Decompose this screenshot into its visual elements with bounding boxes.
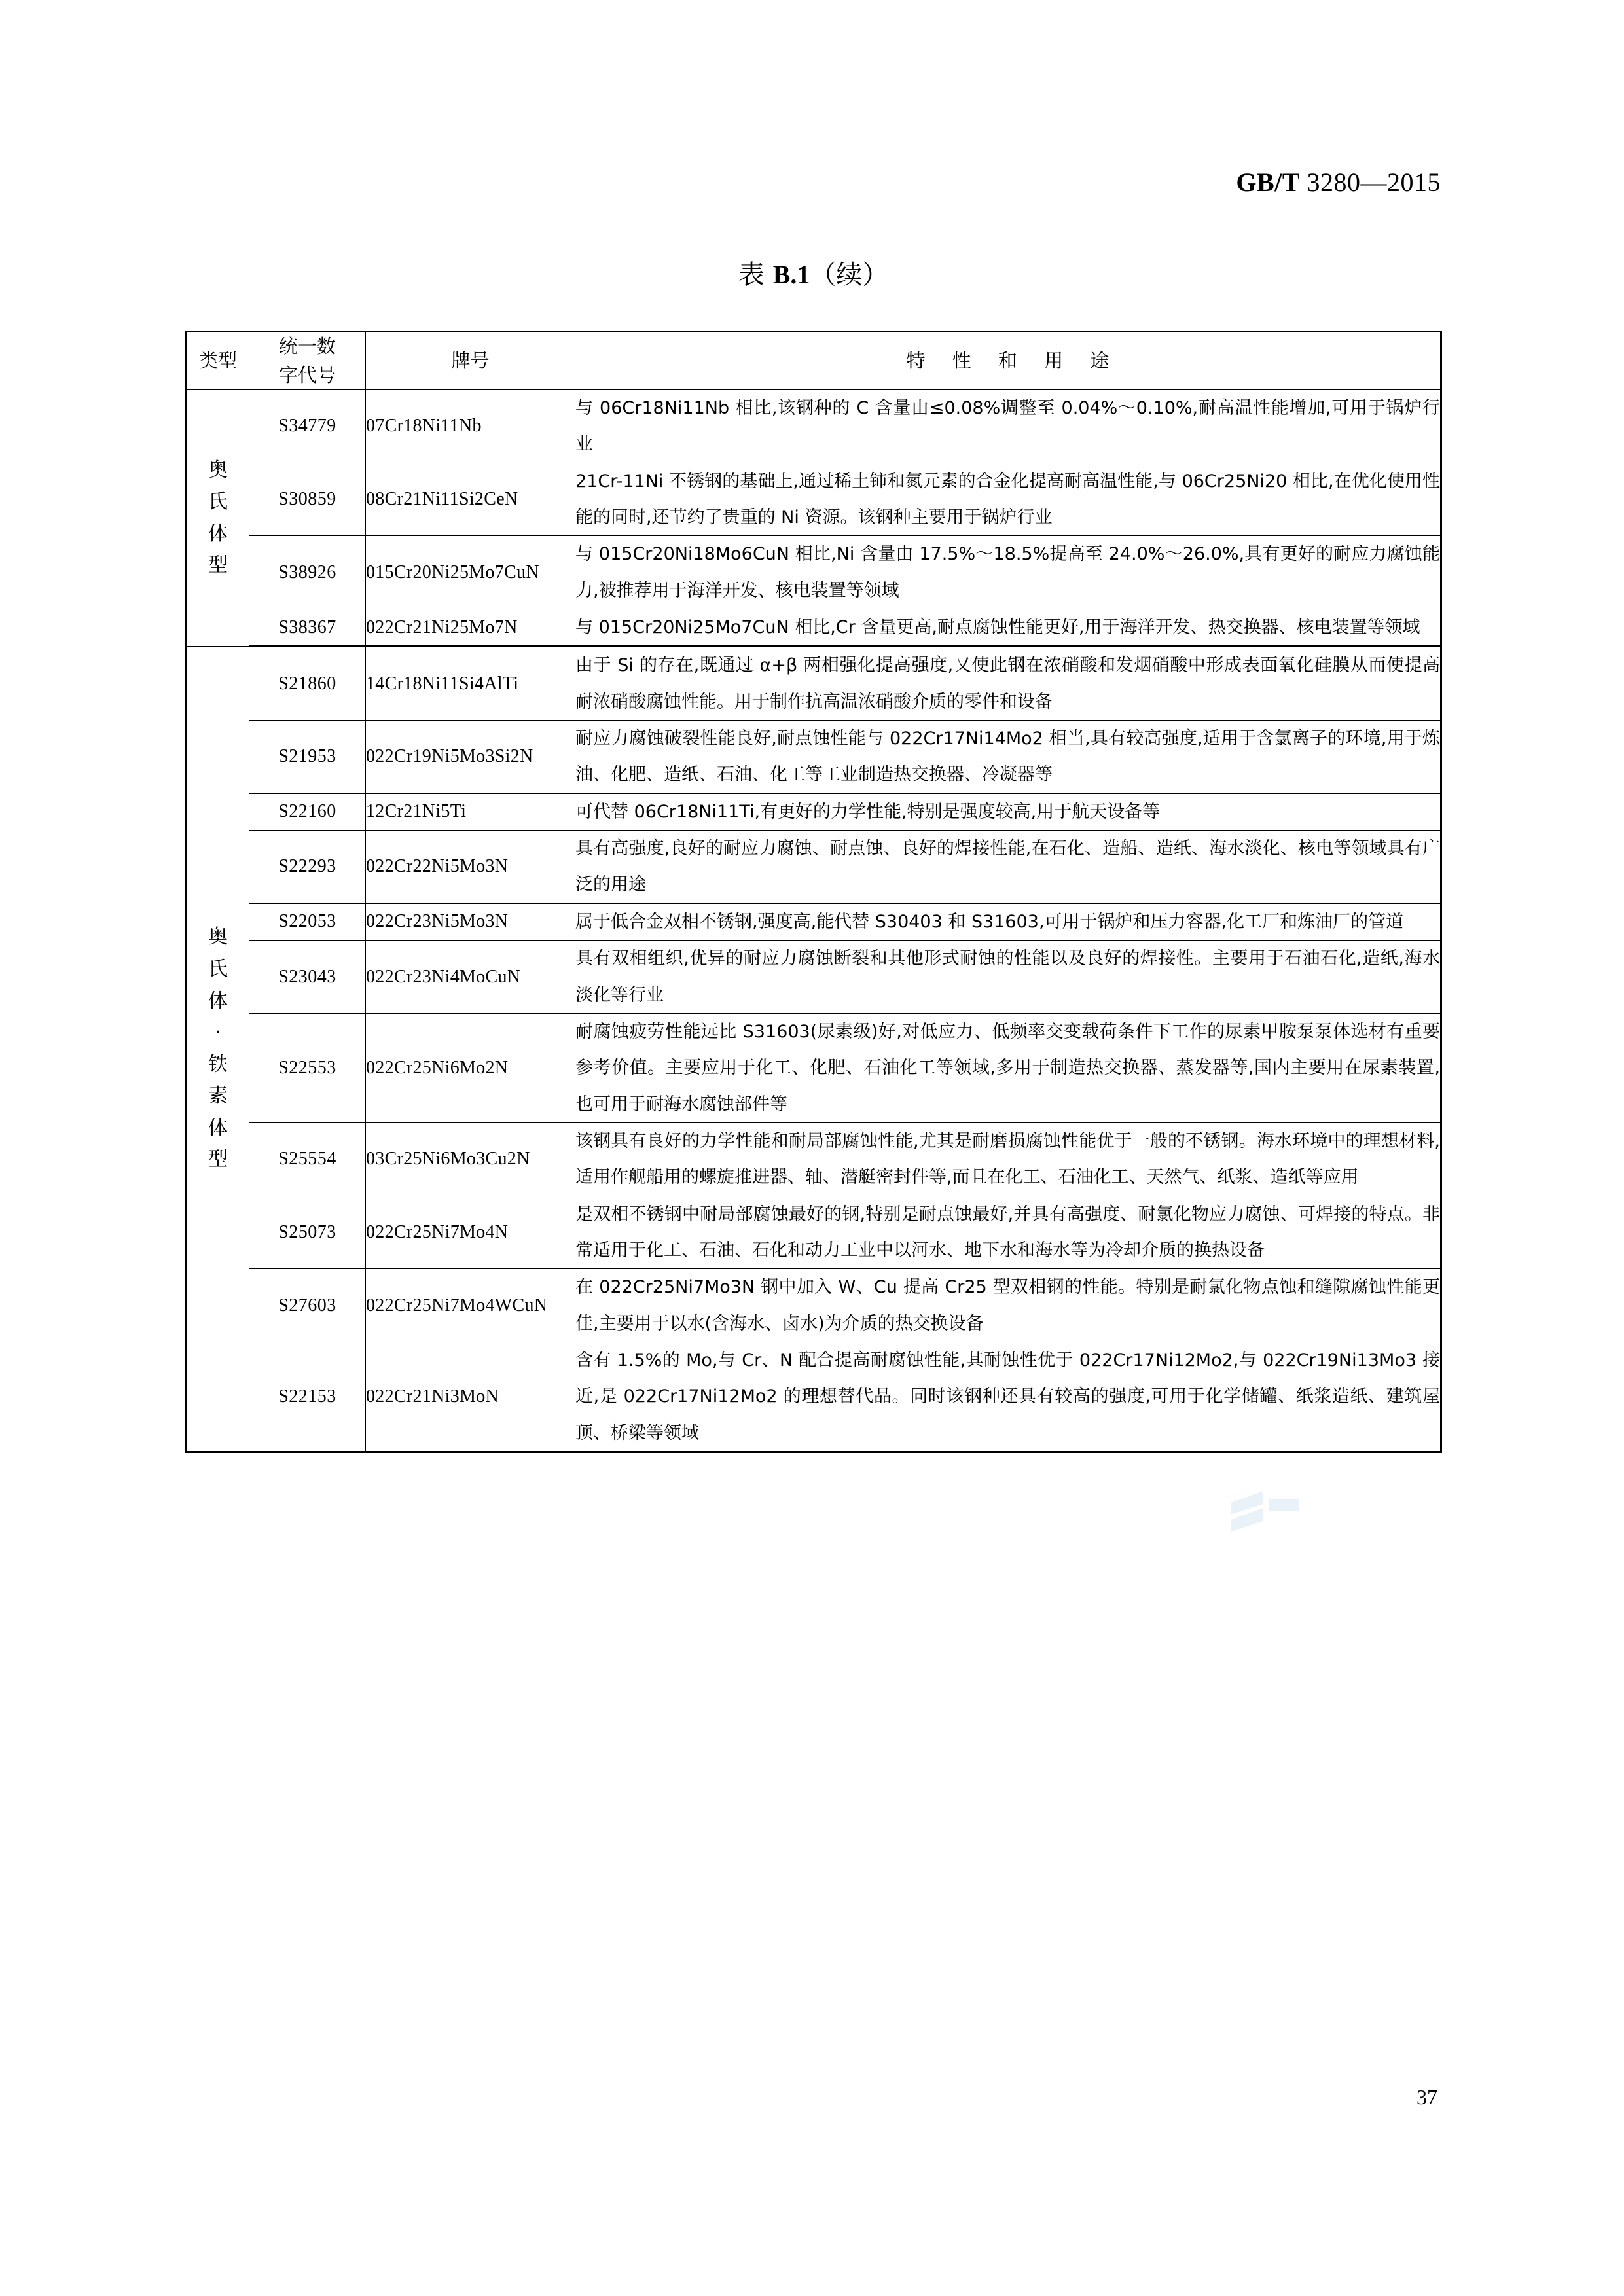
table-row <box>187 793 1441 830</box>
column-header-code-line1: 统一数 <box>278 335 336 357</box>
cell-code: S34779 <box>249 390 366 463</box>
cell-description: 可代替 06Cr18Ni11Ti,有更好的力学性能,特别是强度较高,用于航天设备等 <box>575 793 1441 830</box>
cell-grade: 022Cr19Ni5Mo3Si2N <box>366 721 575 794</box>
page-number: 37 <box>1416 2085 1437 2109</box>
standard-code-number: 3280—2015 <box>1300 168 1441 197</box>
table-body <box>187 390 1441 1452</box>
cell-grade: 015Cr20Ni25Mo7CuN <box>366 536 575 609</box>
cell-description: 21Cr-11Ni 不锈钢的基础上,通过稀土铈和氮元素的合金化提高耐高温性能,与 06Cr25Ni20 相比,在优化使用性能的同时,还节约了贵重的 Ni 资源。该钢种主要用于锅炉行业 <box>575 463 1441 536</box>
cell-grade: 12Cr21Ni5Ti <box>366 793 575 830</box>
cell-code: S25073 <box>249 1196 366 1269</box>
table-row <box>187 536 1441 609</box>
cell-description: 与 06Cr18Ni11Nb 相比,该钢种的 C 含量由≤0.08%调整至 0.04%～0.10%,耐高温性能增加,可用于锅炉行业 <box>575 390 1441 463</box>
cell-code: S27603 <box>249 1269 366 1342</box>
column-header-type: 类型 <box>187 332 249 390</box>
column-header-code <box>249 332 366 390</box>
table-row <box>187 721 1441 794</box>
table-row <box>187 1196 1441 1269</box>
cell-grade: 07Cr18Ni11Nb <box>366 390 575 463</box>
table-row <box>187 647 1441 721</box>
table-row <box>187 1269 1441 1342</box>
table-row <box>187 903 1441 940</box>
watermark-icon <box>1225 1484 1304 1545</box>
cell-description: 在 022Cr25Ni7Mo3N 钢中加入 W、Cu 提高 Cr25 型双相钢的性能。特别是耐氯化物点蚀和缝隙腐蚀性能更佳,主要用于以水(含海水、卤水)为介质的热交换设备 <box>575 1269 1441 1342</box>
table-caption-suffix: （续） <box>810 260 889 290</box>
cell-grade: 022Cr23Ni5Mo3N <box>366 903 575 940</box>
cell-description: 是双相不锈钢中耐局部腐蚀最好的钢,特别是耐点蚀最好,并具有高强度、耐氯化物应力腐蚀、可焊接的特点。非常适用于化工、石油、石化和动力工业中以河水、地下水和海水等为冷却介质的换热设备 <box>575 1196 1441 1269</box>
column-header-code-line2: 字代号 <box>278 363 336 386</box>
cell-grade: 022Cr25Ni6Mo2N <box>366 1013 575 1122</box>
cell-grade: 08Cr21Ni11Si2CeN <box>366 463 575 536</box>
cell-grade: 022Cr23Ni4MoCuN <box>366 941 575 1014</box>
standard-code-prefix: GB/T <box>1236 168 1300 197</box>
cell-description: 属于低合金双相不锈钢,强度高,能代替 S30403 和 S31603,可用于锅炉和压力容器,化工厂和炼油厂的管道 <box>575 903 1441 940</box>
cell-grade: 022Cr22Ni5Mo3N <box>366 831 575 904</box>
cell-description: 耐腐蚀疲劳性能远比 S31603(尿素级)好,对低应力、低频率交变载荷条件下工作的尿素甲胺泵泵体选材有重要参考价值。主要应用于化工、化肥、石油化工等领域,多用于制造热交换器、蒸发器等,国内主要用在尿素装置,也可用于耐海水腐蚀部件等 <box>575 1013 1441 1122</box>
cell-grade: 022Cr25Ni7Mo4WCuN <box>366 1269 575 1342</box>
table-row <box>187 390 1441 463</box>
cell-code: S22160 <box>249 793 366 830</box>
cell-code: S30859 <box>249 463 366 536</box>
cell-description: 与 015Cr20Ni25Mo7CuN 相比,Cr 含量更高,耐点腐蚀性能更好,用于海洋开发、热交换器、核电装置等领域 <box>575 609 1441 647</box>
section-type-label-austenitic: 奥氏体型 <box>187 390 249 647</box>
table-row <box>187 1013 1441 1122</box>
cell-code: S22293 <box>249 831 366 904</box>
cell-code: S22053 <box>249 903 366 940</box>
cell-description: 耐应力腐蚀破裂性能良好,耐点蚀性能与 022Cr17Ni14Mo2 相当,具有较高强度,适用于含氯离子的环境,用于炼油、化肥、造纸、石油、化工等工业制造热交换器、冷凝器等 <box>575 721 1441 794</box>
cell-grade: 14Cr18Ni11Si4AlTi <box>366 647 575 721</box>
cell-description: 具有双相组织,优异的耐应力腐蚀断裂和其他形式耐蚀的性能以及良好的焊接性。主要用于石油石化,造纸,海水淡化等行业 <box>575 941 1441 1014</box>
cell-description: 与 015Cr20Ni18Mo6CuN 相比,Ni 含量由 17.5%～18.5%提高至 24.0%～26.0%,具有更好的耐应力腐蚀能力,被推荐用于海洋开发、核电装置等领域 <box>575 536 1441 609</box>
standard-code <box>1236 167 1441 198</box>
table-caption-prefix: 表 <box>738 260 773 290</box>
cell-code: S38367 <box>249 609 366 647</box>
cell-description: 含有 1.5%的 Mo,与 Cr、N 配合提高耐腐蚀性能,其耐蚀性优于 022Cr17Ni12Mo2,与 022Cr19Ni13Mo3 接近,是 022Cr17Ni12Mo2 的理想替代品。同时该钢种还具有较高的强度,可用于化学储罐、纸浆造纸、建筑屋顶、桥梁等领域 <box>575 1342 1441 1452</box>
cell-grade: 022Cr25Ni7Mo4N <box>366 1196 575 1269</box>
table-row <box>187 1342 1441 1452</box>
table-caption-number: B.1 <box>772 260 810 289</box>
column-header-description: 特 性 和 用 途 <box>575 332 1441 390</box>
cell-code: S21860 <box>249 647 366 721</box>
section-type-label-duplex: 奥氏体·铁素体型 <box>187 647 249 1452</box>
running-header <box>183 167 1441 206</box>
cell-description: 具有高强度,良好的耐应力腐蚀、耐点蚀、良好的焊接性能,在石化、造船、造纸、海水淡化、核电等领域具有广泛的用途 <box>575 831 1441 904</box>
cell-code: S21953 <box>249 721 366 794</box>
table-row <box>187 831 1441 904</box>
table-row <box>187 463 1441 536</box>
table-row <box>187 1122 1441 1196</box>
cell-code: S38926 <box>249 536 366 609</box>
cell-description: 该钢具有良好的力学性能和耐局部腐蚀性能,尤其是耐磨损腐蚀性能优于一般的不锈钢。海水环境中的理想材料,适用作舰船用的螺旋推进器、轴、潜艇密封件等,而且在化工、石油化工、天然气、纸浆、造纸等应用 <box>575 1122 1441 1196</box>
table-row <box>187 609 1441 647</box>
cell-grade: 03Cr25Ni6Mo3Cu2N <box>366 1122 575 1196</box>
spec-table-container <box>185 331 1442 1453</box>
table-header-row <box>187 332 1441 390</box>
column-header-grade: 牌号 <box>366 332 575 390</box>
table-row <box>187 941 1441 1014</box>
cell-code: S22553 <box>249 1013 366 1122</box>
cell-code: S25554 <box>249 1122 366 1196</box>
cell-code: S22153 <box>249 1342 366 1452</box>
table-caption <box>738 254 888 291</box>
cell-grade: 022Cr21Ni25Mo7N <box>366 609 575 647</box>
cell-grade: 022Cr21Ni3MoN <box>366 1342 575 1452</box>
cell-code: S23043 <box>249 941 366 1014</box>
cell-description: 由于 Si 的存在,既通过 α+β 两相强化提高强度,又使此钢在浓硝酸和发烟硝酸中形成表面氧化硅膜从而使提高耐浓硝酸腐蚀性能。用于制作抗高温浓硝酸介质的零件和设备 <box>575 647 1441 721</box>
spec-table <box>185 331 1442 1453</box>
